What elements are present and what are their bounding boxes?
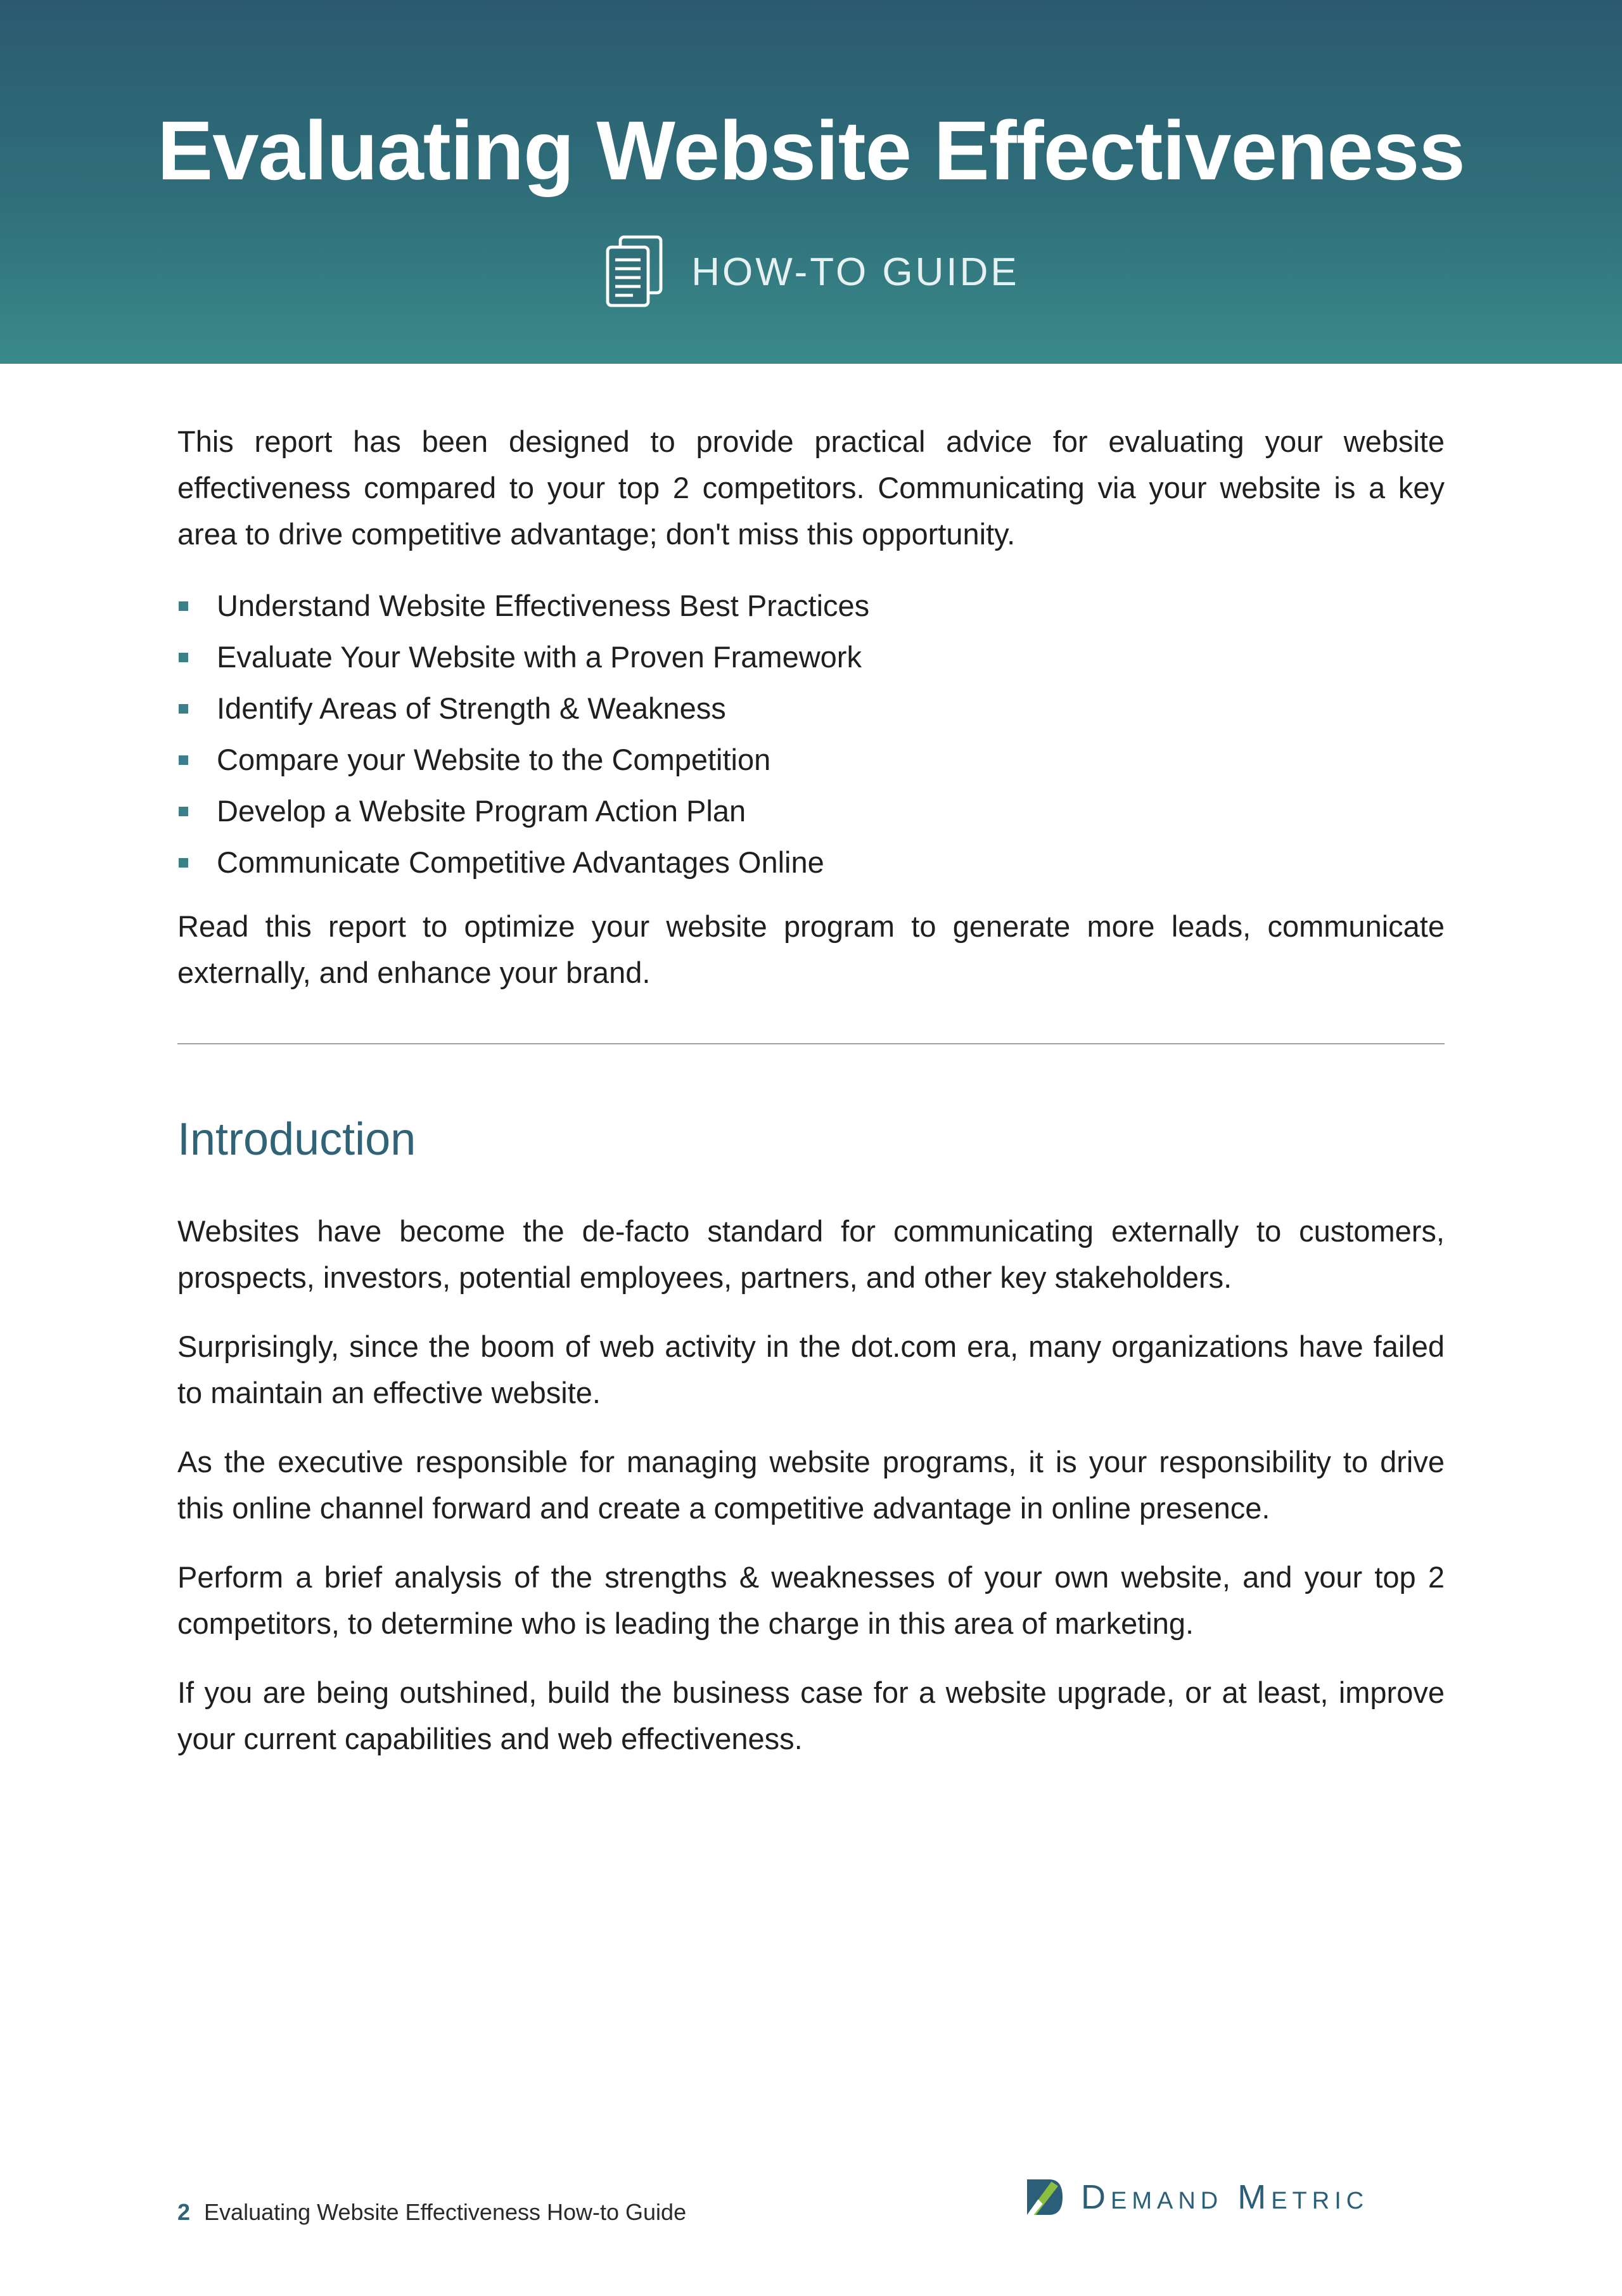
benefits-list (177, 580, 1445, 888)
bullet-square-icon (179, 755, 188, 765)
brand-name: Demand Metric (1081, 2178, 1369, 2216)
document-icon (603, 234, 666, 311)
footer (177, 2197, 686, 2228)
demand-metric-logo-icon (1023, 2175, 1067, 2219)
guide-subtitle: HOW-TO GUIDE (691, 250, 1019, 294)
list-item-text: Identify Areas of Strength & Weakness (217, 691, 726, 725)
bullet-square-icon (179, 858, 188, 868)
section-divider (177, 1043, 1445, 1044)
list-item (177, 837, 1445, 888)
list-item-text: Understand Website Effectiveness Best Practices (217, 589, 870, 622)
list-item-text: Evaluate Your Website with a Proven Framework (217, 640, 862, 674)
page-title: Evaluating Website Effectiveness (157, 104, 1465, 197)
list-item (177, 785, 1445, 837)
body-paragraph: If you are being outshined, build the business case for a website upgrade, or at least, improve your current capabilities and web effectiveness. (177, 1676, 1445, 1755)
section-title: Introduction (177, 1114, 416, 1165)
list-item (177, 734, 1445, 785)
brand-logo (1023, 2175, 1369, 2219)
list-item-text: Develop a Website Program Action Plan (217, 794, 746, 828)
page-number: 2 (177, 2199, 191, 2225)
body-paragraph: Perform a brief analysis of the strengths & weaknesses of your own website, and your top 2 competitors, to determine who is leading the charge in this area of marketing. (177, 1560, 1445, 1640)
bullet-square-icon (179, 704, 188, 714)
introduction-body (177, 1208, 1445, 1785)
list-item (177, 580, 1445, 631)
bullet-square-icon (179, 653, 188, 662)
body-paragraph: Surprisingly, since the boom of web activity in the dot.com era, many organizations have failed to maintain an effective website. (177, 1330, 1445, 1409)
intro-closing: Read this report to optimize your website program to generate more leads, communicate externally, and enhance your brand. (177, 909, 1445, 989)
body-paragraph: As the executive responsible for managing website programs, it is your responsibility to drive this online channel forward and create a competitive advantage in online presence. (177, 1445, 1445, 1525)
list-item-text: Compare your Website to the Competition (217, 743, 771, 776)
guide-type-label (0, 234, 1622, 311)
intro-section (177, 418, 1445, 1018)
body-paragraph: Websites have become the de-facto standard for communicating externally to customers, prospects, investors, potential employees, partners, and other key stakeholders. (177, 1214, 1445, 1294)
footer-doc-title: Evaluating Website Effectiveness How-to Guide (204, 2199, 687, 2225)
list-item (177, 631, 1445, 683)
intro-paragraph: This report has been designed to provide practical advice for evaluating your website effectiveness compared to your top 2 competitors. Communicating via your website is a key area to drive competitive advantage; don't miss this opportunity. (177, 425, 1445, 551)
header-banner (0, 0, 1622, 364)
list-item (177, 683, 1445, 734)
list-item-text: Communicate Competitive Advantages Online (217, 845, 824, 879)
bullet-square-icon (179, 601, 188, 611)
bullet-square-icon (179, 807, 188, 816)
